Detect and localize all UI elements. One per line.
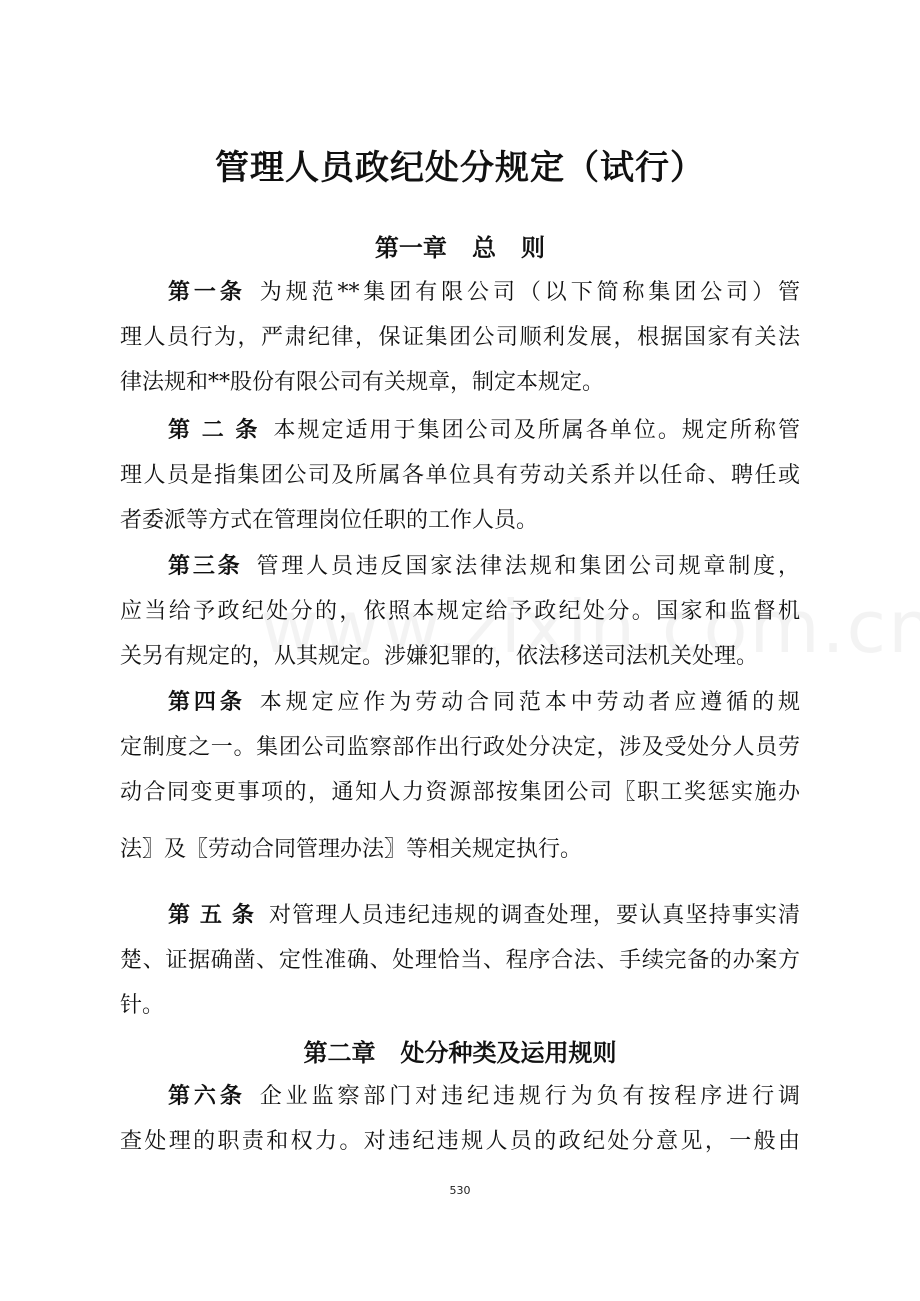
article-text: 本规定应作为劳动合同范本中劳动者应遵循的规 — [259, 690, 800, 715]
article-label: 第一条 — [168, 280, 246, 305]
article-line — [120, 408, 800, 453]
article-line: 应当给予政纪处分的，依照本规定给予政纪处分。国家和监督机 — [120, 599, 800, 624]
article-line: 理人员是指集团公司及所属各单位具有劳动关系并以任命、聘任或 — [120, 463, 800, 488]
article-6 — [120, 1074, 800, 1164]
article-text: 本规定适用于集团公司及所属各单位。规定所称管 — [273, 418, 800, 443]
article-line — [120, 270, 800, 315]
article-label: 第四条 — [168, 690, 246, 715]
article-5 — [120, 893, 800, 1028]
article-line: 针。 — [120, 993, 165, 1018]
article-line — [120, 1074, 800, 1119]
article-2 — [120, 408, 800, 543]
article-line: 楚、证据确凿、定性准确、处理恰当、程序合法、手续完备的办案方 — [120, 948, 800, 973]
article-line: 关另有规定的，从其规定。涉嫌犯罪的，依法移送司法机关处理。 — [120, 644, 759, 669]
article-line — [120, 544, 800, 589]
article-line: 动合同变更事项的，通知人力资源部按集团公司〖职工奖惩实施办 — [120, 780, 800, 805]
article-line: 查处理的职责和权力。对违纪违规人员的政纪处分意见，一般由 — [120, 1129, 800, 1154]
article-text: 为规范**集团有限公司（以下简称集团公司）管 — [259, 280, 800, 305]
article-label: 第 五 条 — [168, 903, 255, 928]
document-title: 管理人员政纪处分规定（试行） — [215, 148, 705, 188]
article-line — [120, 680, 800, 725]
chapter-heading-1: 第一章 总 则 — [374, 234, 546, 262]
article-text: 管理人员违反国家法律法规和集团公司规章制度， — [256, 554, 800, 579]
article-line — [120, 893, 800, 938]
article-line: 律法规和**股份有限公司有关规章，制定本规定。 — [120, 370, 605, 395]
article-3 — [120, 544, 800, 679]
article-label: 第 二 条 — [168, 418, 260, 443]
article-4 — [120, 680, 800, 884]
article-line: 定制度之一。集团公司监察部作出行政处分决定，涉及受处分人员劳 — [120, 735, 800, 760]
article-text: 对管理人员违纪违规的调查处理，要认真坚持事实清 — [269, 903, 800, 928]
article-line: 理人员行为，严肃纪律，保证集团公司顺利发展，根据国家有关法 — [120, 325, 800, 350]
article-line: 者委派等方式在管理岗位任职的工作人员。 — [120, 508, 539, 533]
chapter-heading-2: 第二章 处分种类及运用规则 — [303, 1039, 617, 1067]
article-label: 第六条 — [168, 1084, 246, 1109]
page-number: 530 — [449, 1184, 471, 1197]
article-text: 企业监察部门对违纪违规行为负有按程序进行调 — [259, 1084, 800, 1109]
article-line: 法〗及〖劳动合同管理办法〗等相关规定执行。 — [120, 837, 583, 862]
article-1 — [120, 270, 800, 405]
article-label: 第三条 — [168, 554, 243, 579]
